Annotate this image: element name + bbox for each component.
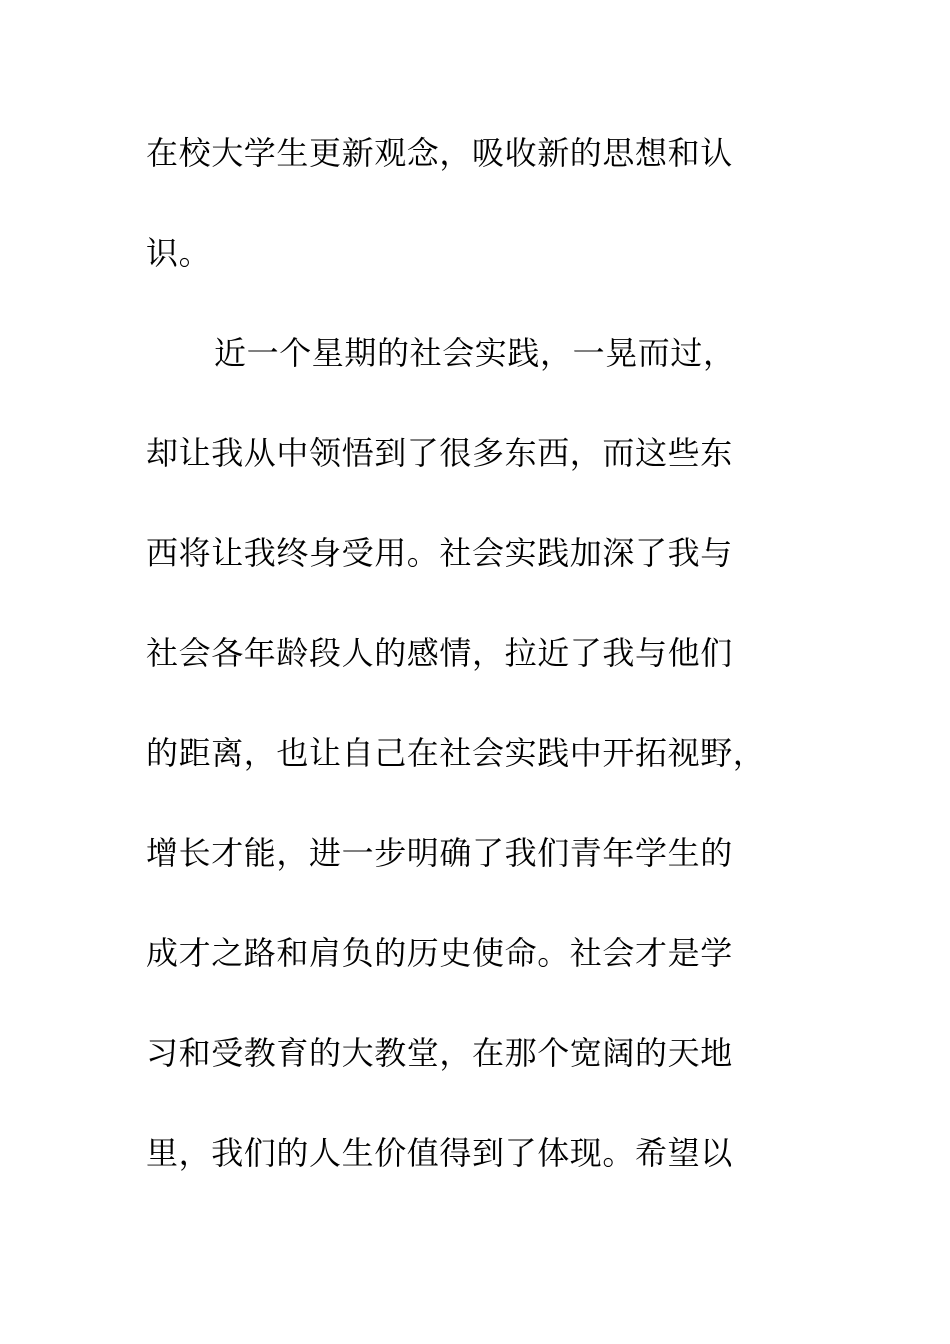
text-line: 成才之路和肩负的历史使命。社会才是学 — [146, 934, 733, 972]
text-line: 在校大学生更新观念，吸收新的思想和认 — [146, 134, 733, 172]
text-line: 西将让我终身受用。社会实践加深了我与 — [146, 534, 733, 572]
text-line: 的距离，也让自己在社会实践中开拓视野， — [146, 734, 766, 772]
text-line: 里，我们的人生价值得到了体现。希望以 — [146, 1134, 733, 1172]
text-line: 识。 — [146, 234, 212, 272]
paragraph-first-line: 近一个星期的社会实践，一晃而过， — [214, 334, 736, 372]
text-line: 却让我从中领悟到了很多东西，而这些东 — [146, 434, 733, 472]
text-line: 增长才能，进一步明确了我们青年学生的 — [146, 834, 733, 872]
text-line: 社会各年龄段人的感情，拉近了我与他们 — [146, 634, 733, 672]
text-line: 习和受教育的大教堂，在那个宽阔的天地 — [146, 1034, 733, 1072]
